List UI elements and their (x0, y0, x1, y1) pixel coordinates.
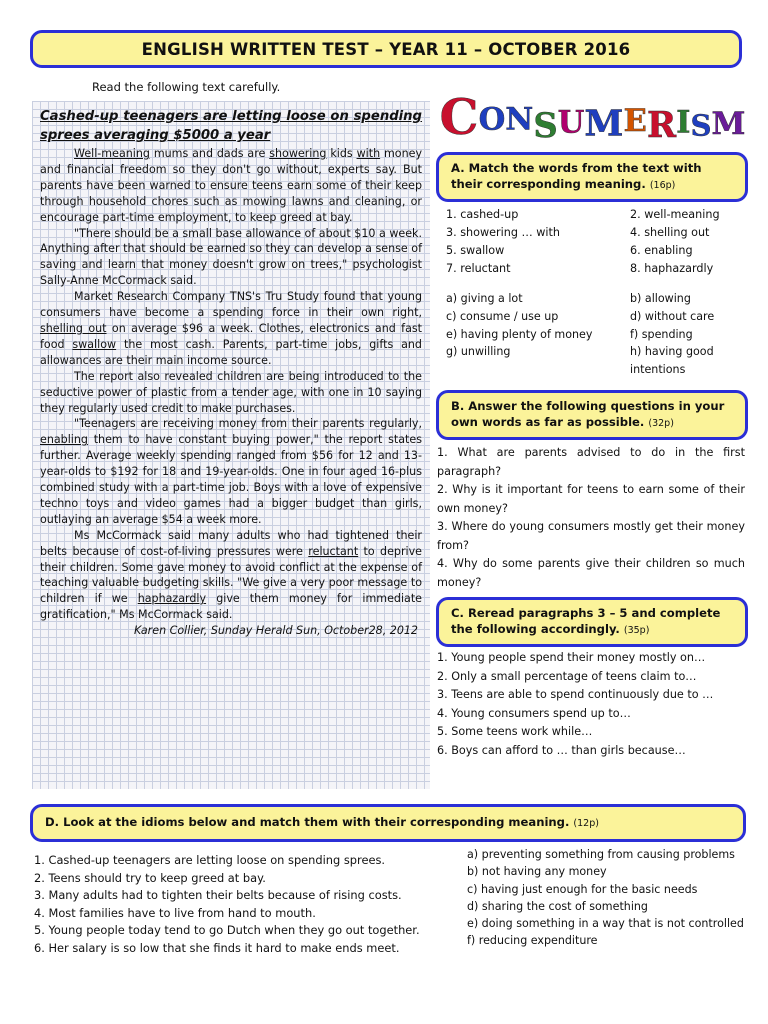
meaning-item: h) having good intentions (630, 345, 714, 377)
section-a-instruction: A. Match the words from the text with their corresponding meaning. (451, 161, 702, 191)
logo-letter: E (623, 102, 647, 139)
key-word: with (356, 147, 381, 160)
section-d-meaning-list (467, 846, 752, 950)
idiom-meaning-item: e) doing something in a way that is not controlled (467, 917, 744, 931)
page-title-text: ENGLISH WRITTEN TEST – YEAR 11 – OCTOBER 2016 (141, 39, 631, 59)
logo-letter: R (646, 105, 677, 147)
section-a-meaning-list (446, 290, 760, 379)
section-c-instruction-box (436, 597, 748, 647)
idiom-meaning-item: a) preventing something from causing problems (467, 848, 735, 861)
key-word: Well-meaning (74, 147, 150, 160)
section-b-points: (32p) (648, 418, 674, 429)
section-c-instruction: C. Reread paragraphs 3 – 5 and complete the following accordingly. (451, 606, 721, 636)
meaning-item: e) having plenty of money (446, 327, 593, 341)
idiom-item: 3. Many adults had to tighten their belts because of rising costs. (34, 888, 402, 903)
idiom-item: 1. Cashed-up teenagers are letting loose on spending sprees. (34, 853, 386, 867)
section-d-idiom-list (34, 852, 454, 958)
section-b-instruction-box (436, 390, 748, 440)
logo-letter: S (533, 105, 558, 146)
meaning-item: d) without care (630, 309, 715, 323)
meaning-item: g) unwilling (446, 345, 511, 359)
section-a-points: (16p) (649, 180, 676, 191)
idiom-item: 4. Most families have to live from hand to mouth. (34, 905, 316, 920)
article-paragraph-6: Ms McCormack said many adults who had tightened their belts because of cost-of-living pressures were reluctant to deprive their children. Some gave money to avoid conflict at the expense of teaching valuable budgeting skills. "We give a very poor message to children if we haphazardly give them money for immediate gratification," Ms McCormack said. (40, 528, 423, 622)
completion-item: 2. Only a small percentage of teens claim to… (437, 669, 697, 683)
key-word: showering (269, 147, 327, 160)
article-headline: Cashed-up teenagers are letting loose on spending sprees averaging $5000 a year (40, 109, 422, 143)
word-item: 2. well-meaning (630, 208, 720, 221)
idiom-meaning-item: d) sharing the cost of something (467, 899, 648, 913)
word-item: 6. enabling (630, 244, 693, 257)
idiom-item: 5. Young people today tend to go Dutch when they go out together. (34, 923, 420, 938)
article-paragraph-2: "There should be a small base allowance of about $10 a week. Anything after that should be earned so they can develop a sense of saving and learn that money doesn't grow on trees," psychologist Sally-Anne McCormack said. (40, 226, 423, 288)
word-item: 3. showering … with (446, 226, 560, 239)
meaning-item: f) spending (630, 327, 693, 341)
article-paragraph-4: The report also revealed children are being introduced to the seductive power of plastic from a tender age, with one in 10 saying they regularly used credit to make purchases. (40, 369, 422, 415)
word-item: 4. shelling out (630, 226, 710, 239)
section-b-question-list (437, 444, 745, 592)
key-word: shelling out (40, 321, 107, 335)
section-a-word-list (446, 206, 760, 278)
section-a-instruction-box (436, 152, 748, 202)
completion-item: 4. Young consumers spend up to… (437, 706, 631, 720)
key-word: swallow (72, 337, 117, 351)
page-title (30, 30, 742, 68)
section-c-item-list (437, 649, 745, 760)
idiom-item: 6. Her salary is so low that she finds it hard to make ends meet. (34, 940, 400, 955)
section-c-points: (35p) (623, 625, 650, 636)
key-word: haphazardly (137, 592, 207, 606)
consumerism-logo-text (440, 88, 746, 146)
consumerism-logo (436, 80, 748, 148)
question-item: 3. Where do young consumers mostly get their money from? (437, 520, 745, 552)
idiom-meaning-item: c) having just enough for the basic needs (467, 882, 698, 896)
completion-item: 3. Teens are able to spend continuously due to … (437, 688, 714, 701)
idiom-meaning-item: b) not having any money (467, 865, 607, 879)
meaning-item: c) consume / use up (446, 309, 559, 323)
word-item: 8. haphazardly (630, 262, 714, 275)
completion-item: 1. Young people spend their money mostly on… (437, 651, 706, 664)
logo-letter: I (676, 104, 691, 141)
key-word: reluctant (308, 544, 359, 558)
completion-item: 6. Boys can afford to … than girls because… (437, 743, 686, 757)
section-b-instruction: B. Answer the following questions in your own words as far as possible. (451, 399, 725, 429)
article-paragraph-5: "Teenagers are receiving money from their parents regularly, enabling them to have constant buying power," the report states further. Average weekly spending ranged from $56 for 12 and 13-year-olds to $192 for 18 and 19-year-olds. One in four aged 16-plus combined study with a part-time job. Boys with a love of expensive techno toys and video games had a bigger budget than girls, outlaying an average $54 a week more. (40, 417, 422, 526)
key-word: enabling (40, 433, 88, 447)
reading-instruction: Read the following text carefully. (92, 80, 281, 94)
question-item: 2. Why is it important for teens to earn some of their own money? (437, 483, 745, 515)
article-paragraph-3: Market Research Company TNS's Tru Study found that young consumers have become a spending force in their own right, shelling out on average $96 a week. Clothes, electronics and fast food swallow the most cash. Parents, part-time jobs, gifts and allowances are their main income source. (40, 290, 422, 367)
logo-letter: S (690, 108, 712, 143)
question-item: 1. What are parents advised to do in the first paragraph? (437, 446, 745, 478)
word-item: 5. swallow (446, 244, 505, 257)
word-item: 1. cashed-up (446, 208, 519, 221)
logo-letter: U (557, 104, 585, 141)
logo-letter: C (439, 87, 479, 146)
completion-item: 5. Some teens work while… (437, 725, 593, 738)
section-d-points: (12p) (573, 818, 599, 829)
article-panel (32, 101, 430, 789)
meaning-item: a) giving a lot (446, 292, 523, 305)
idiom-item: 2. Teens should try to keep greed at bay. (34, 870, 266, 885)
idiom-meaning-item: f) reducing expenditure (467, 934, 598, 948)
logo-letter: M (584, 103, 624, 145)
meaning-item: b) allowing (630, 292, 691, 305)
logo-letter: ON (478, 101, 534, 138)
word-item: 7. reluctant (446, 262, 511, 275)
logo-letter: M (711, 105, 746, 142)
section-d-instruction-box (30, 804, 746, 842)
question-item: 4. Why do some parents give their children so much money? (437, 557, 745, 589)
article-source: Karen Collier, Sunday Herald Sun, October28, 2012 (134, 624, 418, 638)
section-d-instruction: D. Look at the idioms below and match them with their corresponding meaning. (45, 815, 570, 829)
article-paragraph-1: Well-meaning mums and dads are showering kids with money and financial freedom so they don't go without, experts say. But parents have been warned to ensure teens earn some of their keep through household chores such as mowing lawns and cleaning, or encourage part-time employment, to keep greed at bay. (40, 147, 423, 224)
